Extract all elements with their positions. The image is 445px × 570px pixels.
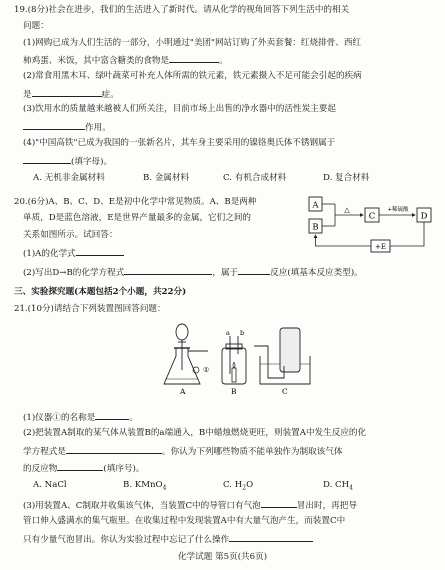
q20-line5-text: (2)写出D→B的化学方程式 bbox=[23, 268, 125, 278]
q19-option-a: A. 无机非金属材料 bbox=[33, 173, 105, 183]
q19-option-b: B. 金属材料 bbox=[143, 173, 190, 183]
answer-blank bbox=[261, 498, 297, 508]
q20-line1: 20.(6分)A、B、C、D、E是初中化学中常见物质。A、B是两种 bbox=[14, 197, 257, 207]
q21-option-d-sub: 4 bbox=[349, 484, 353, 492]
answer-blank bbox=[32, 87, 102, 97]
answer-blank bbox=[23, 120, 85, 130]
box-a-label: A bbox=[312, 200, 319, 211]
separatory-funnel bbox=[176, 324, 188, 340]
q19-line6 bbox=[23, 87, 119, 101]
q19-line10-end: (填字母)。 bbox=[71, 157, 113, 167]
q21-line2-end: 。 bbox=[129, 413, 138, 423]
q21-line5-text: 的反应物 bbox=[23, 464, 58, 474]
q21-line5-end: (填序号)。 bbox=[103, 464, 145, 474]
plus-e-label: +E bbox=[375, 243, 386, 251]
q19-line10 bbox=[23, 154, 112, 168]
apparatus-c bbox=[254, 328, 310, 396]
q21-line8 bbox=[23, 532, 313, 546]
answer-blank bbox=[124, 265, 212, 275]
q21-option-b-sub: 4 bbox=[162, 484, 167, 492]
q21-line6-text: (3)用装置A、C制取并收集该气体，当装置C中的导管口有气泡 bbox=[23, 501, 261, 511]
q19-option-d: D. 复合材料 bbox=[323, 173, 370, 183]
q19-line4-end: 。 bbox=[219, 56, 228, 66]
q19-line2: 问题： bbox=[23, 21, 49, 31]
answer-blank bbox=[76, 246, 124, 256]
q21-line1: 21.(10分)请结合下列装置图回答问题： bbox=[14, 304, 166, 314]
q21-line3: (2)把装置A制取的某气体从装置B的a端通入，B中蜡烛燃烧更旺，则装置A中发生反应的化 bbox=[23, 428, 367, 438]
box-d-label: D bbox=[420, 211, 428, 222]
q21-line2 bbox=[23, 410, 138, 424]
answer-blank bbox=[169, 53, 219, 63]
q21-line8-text: 只有少量气泡冒出。你认为实验过程中忘记了什么操作 bbox=[23, 535, 230, 545]
apparatus-b-label: B bbox=[231, 387, 237, 396]
q21-line4-end: 。你认为下列哪些物质不能单独作为制取该气体 bbox=[161, 447, 343, 457]
q20-line4 bbox=[23, 246, 124, 260]
q21-option-b-text: B. KMnO bbox=[123, 480, 163, 490]
q21-line7: 管口伸入盛满水的集气瓶里。在收集过程中发现装置A中有大量气泡产生，而装置C中 bbox=[23, 516, 346, 526]
q20-line2: 单质，D是蓝色溶液，E是世界产量最多的金属，它们之间的 bbox=[23, 213, 252, 223]
answer-blank bbox=[66, 444, 162, 454]
q21-option-c-sub: 2 bbox=[242, 484, 247, 492]
port-a-label: a bbox=[226, 329, 230, 337]
apparatus-a-label: A bbox=[180, 387, 186, 396]
answer-blank bbox=[57, 461, 103, 471]
q19-line6-text: 是 bbox=[23, 90, 32, 100]
port-b-label: b bbox=[240, 329, 245, 337]
box-c-label: C bbox=[368, 211, 376, 222]
answer-blank bbox=[229, 532, 313, 542]
q19-line5: (2)常食用黑木耳、绿叶蔬菜可补充人体所需的铁元素，铁元素摄入不足可能会引起的疾病 bbox=[23, 71, 362, 81]
q21-line4-text: 学方程式是 bbox=[23, 447, 66, 457]
answer-blank bbox=[95, 410, 129, 420]
q20-line5 bbox=[23, 265, 363, 279]
gas-collecting-bottle bbox=[280, 328, 300, 372]
heat-symbol: △ bbox=[344, 206, 350, 214]
apparatus-b bbox=[222, 329, 246, 396]
substance-relation-diagram bbox=[305, 194, 437, 262]
sulfuric-acid-label: +稀硫酸 bbox=[387, 207, 409, 213]
q21-option-c bbox=[223, 479, 253, 495]
candle bbox=[232, 368, 236, 382]
section-heading: 三、实验探究题(本题包括2个小题，共22分) bbox=[14, 287, 187, 297]
q20-line4-text: (1)A的化学式 bbox=[23, 249, 76, 259]
box-b-label: B bbox=[312, 222, 319, 233]
answer-blank bbox=[238, 265, 270, 275]
q21-line5 bbox=[23, 461, 144, 475]
instrument-one-label: ① bbox=[203, 366, 210, 374]
q19-line6-end: 症。 bbox=[101, 90, 119, 100]
q19-line8-end: 作用。 bbox=[85, 123, 111, 133]
q21-option-d-text: D. CH bbox=[323, 480, 350, 490]
q21-option-b bbox=[123, 479, 166, 495]
q20-line3: 关系如图所示。试回答： bbox=[23, 230, 118, 240]
q19-line1: 19.(8分)社会在进步，我们的生活进入了新时代。请从化学的视角回答下列生活中的相关 bbox=[14, 5, 350, 15]
q19-line4 bbox=[23, 53, 228, 67]
answer-blank bbox=[23, 154, 71, 164]
q21-option-c-text: C. H bbox=[223, 480, 243, 490]
q21-line6-end: 冒出时，再把导 bbox=[296, 501, 357, 511]
page-footer: 化学试题 第5页(共6页) bbox=[177, 552, 268, 562]
q21-option-d bbox=[323, 479, 353, 495]
apparatus-figure bbox=[160, 318, 320, 398]
q21-option-c-tail: O bbox=[246, 480, 254, 490]
q19-line9: (4)"中国高铁"已成为我国的一张新名片，其车身主要采用的镍铬奥氏体不锈钢属于 bbox=[23, 138, 336, 148]
q19-option-c: C. 有机合成材料 bbox=[223, 173, 287, 183]
q19-line7: (3)饮用水的质量越来越被人们所关注，目前市场上出售的净水器中的活性炭主要起 bbox=[23, 104, 336, 114]
q19-line8 bbox=[23, 120, 111, 134]
q19-line3: (1)网购已成为人们生活的一部分，小明通过"美团"网站订购了外卖套餐：红烧排骨、西红 bbox=[23, 38, 362, 48]
q21-line2-text: (1)仪器①的名称是 bbox=[23, 413, 96, 423]
q21-line6 bbox=[23, 498, 357, 512]
q20-line5-end: 反应(填基本反应类型)。 bbox=[270, 268, 363, 278]
q20-line5-mid: ，属于 bbox=[212, 268, 239, 278]
q19-line4-text: 柿鸡蛋、米饭，其中富含糖类的食物是 bbox=[23, 56, 170, 66]
apparatus-a bbox=[164, 324, 209, 396]
q21-line4 bbox=[23, 444, 342, 458]
q21-option-a: A. NaCl bbox=[33, 480, 67, 490]
apparatus-c-label: C bbox=[282, 387, 288, 396]
